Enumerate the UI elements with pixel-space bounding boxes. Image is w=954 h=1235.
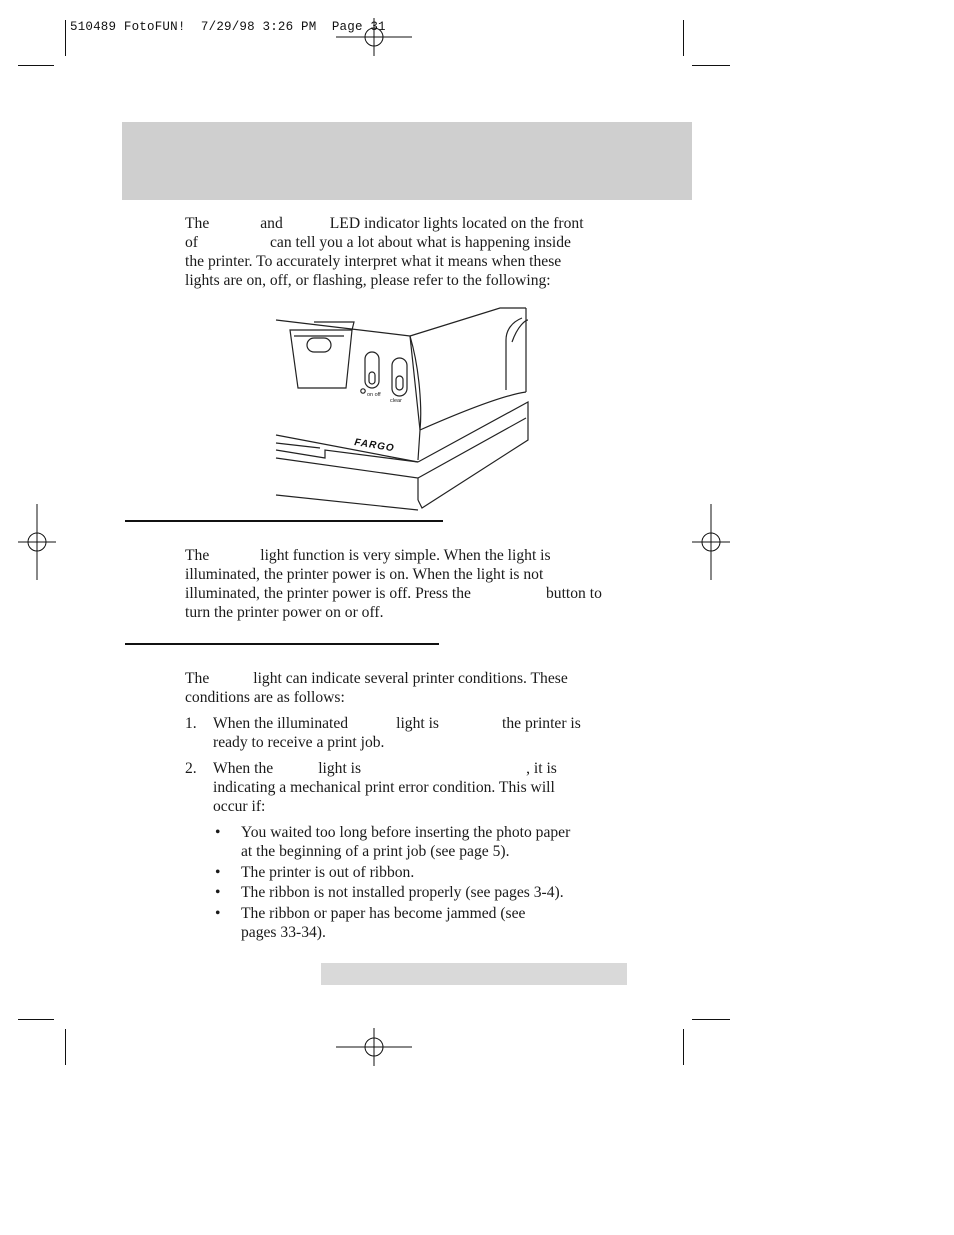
intro-word: The	[185, 215, 210, 232]
list-text: light is	[396, 715, 439, 732]
header-band	[122, 122, 692, 200]
footer-band	[321, 963, 627, 985]
bullet-mark: •	[215, 864, 221, 881]
registration-mark-bottom	[336, 1028, 412, 1066]
power-line-2: illuminated, the printer power is on. When the light is not	[185, 566, 544, 583]
bullet-mark: •	[215, 884, 221, 901]
figure-label-clear: clear	[390, 398, 402, 404]
intro-word: and	[260, 215, 283, 232]
crop-mark	[692, 1019, 730, 1020]
list-number: 2.	[185, 760, 197, 777]
clear-line-2: conditions are as follows:	[185, 689, 345, 706]
bullet-mark: •	[215, 824, 221, 841]
power-line-4: turn the printer power on or off.	[185, 604, 384, 621]
intro-line-2	[185, 233, 571, 252]
brand-logo: FARGO	[353, 437, 396, 455]
power-line-1	[185, 546, 551, 565]
crop-mark	[683, 1029, 684, 1065]
bullet-item-1-line-1: You waited too long before inserting the photo paper	[241, 824, 571, 841]
bullet-item-3-line-1: The ribbon is not installed properly (see pages 3-4).	[241, 884, 564, 901]
list-item-2-line-1	[213, 759, 557, 778]
printer-illustration	[270, 300, 540, 515]
list-item-1-line-2: ready to receive a print job.	[213, 734, 385, 751]
power-line-3	[185, 584, 602, 603]
power-text: light function is very simple. When the light is	[260, 547, 551, 564]
crop-mark	[683, 20, 684, 56]
list-item-1-line-1	[213, 714, 581, 733]
list-text: When the illuminated	[213, 715, 349, 732]
bullet-item-2-line-1: The printer is out of ribbon.	[241, 864, 415, 881]
power-text: illuminated, the printer power is off. Press the	[185, 585, 471, 602]
bullet-item-4-line-2: pages 33-34).	[241, 924, 326, 941]
registration-mark-top	[336, 18, 412, 56]
list-number: 1.	[185, 715, 197, 732]
figure-label-on-off: on off	[367, 392, 381, 398]
list-text: , it is	[526, 760, 557, 777]
list-text: the printer is	[502, 715, 581, 732]
list-text: When the	[213, 760, 274, 777]
clear-word: The	[185, 670, 210, 687]
list-text: light is	[318, 760, 362, 777]
list-item-2-line-3: occur if:	[213, 798, 266, 815]
crop-mark	[692, 65, 730, 66]
slug-line: 510489 FotoFUN! 7/29/98 3:26 PM Page 31	[70, 20, 386, 34]
intro-line-4: lights are on, off, or flashing, please refer to the following:	[185, 272, 551, 289]
intro-text: can tell you a lot about what is happening inside	[270, 234, 571, 251]
crop-mark	[65, 20, 66, 56]
list-item-2-line-2: indicating a mechanical print error condition. This will	[213, 779, 555, 796]
crop-mark	[65, 1029, 66, 1065]
registration-mark-left	[18, 504, 56, 580]
power-text: button to	[545, 585, 602, 602]
clear-text: light can indicate several printer conditions. These	[253, 670, 568, 687]
intro-word: of	[185, 234, 198, 251]
registration-mark-right	[692, 504, 730, 580]
crop-mark	[18, 65, 54, 66]
intro-line-1	[185, 214, 584, 233]
intro-line-3: the printer. To accurately interpret what it means when these	[185, 253, 562, 270]
crop-mark	[18, 1019, 54, 1020]
bullet-mark: •	[215, 905, 221, 922]
section-rule-clear	[125, 643, 439, 645]
clear-line-1	[185, 669, 568, 688]
bullet-item-1-line-2: at the beginning of a print job (see page 5).	[241, 843, 510, 860]
section-rule-power	[125, 520, 443, 522]
bullet-item-4-line-1: The ribbon or paper has become jammed (see	[241, 905, 526, 922]
intro-text: LED indicator lights located on the front	[329, 215, 584, 232]
power-word: The	[185, 547, 210, 564]
